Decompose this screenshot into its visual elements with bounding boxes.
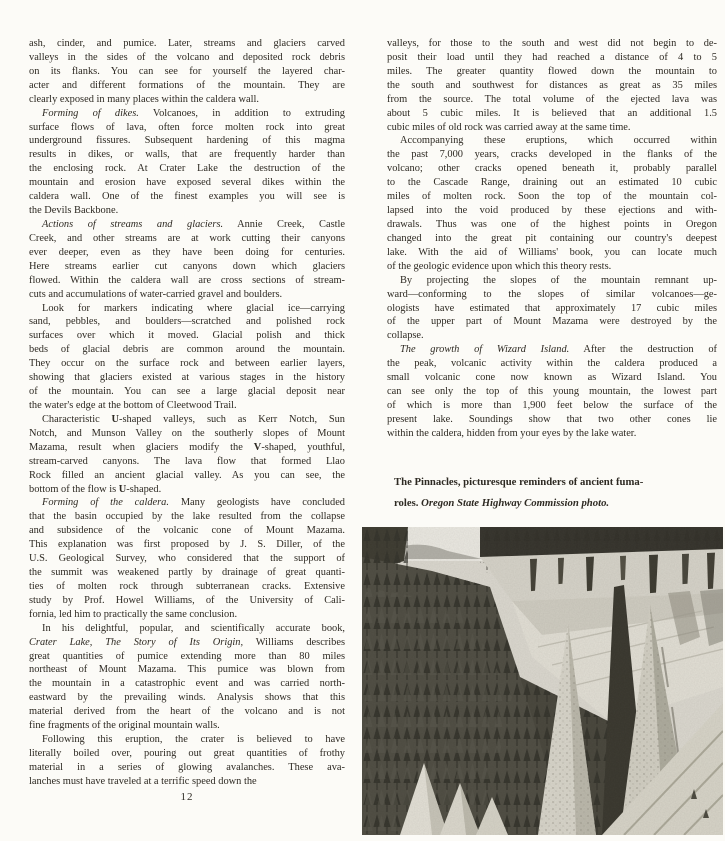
- text-segment: Characteristic: [42, 413, 112, 425]
- text-segment: changed into the great pit containing our country's deepest: [387, 232, 717, 244]
- text-line: [29, 622, 345, 636]
- text-line: [387, 176, 717, 190]
- page-number: 12: [180, 791, 194, 803]
- text-line: [394, 493, 706, 514]
- text-segment: of the mountain. You can see a large glacial deposit near: [29, 386, 345, 398]
- text-segment: The growth of Wizard Island.: [400, 344, 570, 356]
- text-line: [387, 357, 717, 371]
- text-line: [29, 79, 345, 93]
- text-line: [29, 204, 345, 218]
- text-line: [29, 274, 345, 288]
- text-line: [29, 37, 345, 51]
- text-segment: lapsed into the void produced by these ejections and with-: [387, 205, 717, 217]
- text-line: [387, 107, 717, 121]
- text-segment: Forming of the caldera.: [42, 497, 169, 509]
- text-line: [29, 399, 345, 413]
- text-segment: small volcanic cone now known as Wizard Island. You: [387, 372, 717, 384]
- text-segment: miles of molten rock. Soon the top of the mountain col-: [387, 191, 717, 203]
- text-segment: posit their load until they had reached a distance of 4 to 5: [387, 51, 717, 63]
- text-line: [29, 594, 345, 608]
- text-line: [387, 148, 717, 162]
- text-line: [387, 288, 717, 302]
- text-segment: lake. With the aid of Williams' book, you can locate much: [387, 246, 717, 258]
- text-line: [387, 371, 717, 385]
- text-line: [29, 413, 345, 427]
- text-line: [387, 190, 717, 204]
- text-line: [387, 134, 717, 148]
- text-line: [29, 93, 345, 107]
- text-segment: results in dikes, or walls, that are frequently harder than: [29, 149, 345, 161]
- text-line: [29, 677, 345, 691]
- text-segment: of the upper part of Mount Mazama were destroyed by the: [387, 316, 717, 328]
- text-line: [387, 232, 717, 246]
- text-line: [29, 761, 345, 775]
- text-segment: material in a series of glowing avalanches. These ava-: [29, 761, 345, 773]
- text-segment: Many geologists have concluded: [168, 497, 345, 509]
- text-segment: Accompanying these eruptions, which occurred within: [400, 135, 717, 147]
- text-line: [387, 329, 717, 343]
- left-text-column: [29, 37, 345, 789]
- text-line: [29, 552, 345, 566]
- text-line: [29, 580, 345, 594]
- text-segment: of the geologic evidence upon which this theory rests.: [387, 260, 612, 272]
- text-segment: This explanation was first proposed by J. S. Diller, of the: [29, 539, 345, 551]
- text-segment: of which is more than 1,900 feet below the surface of the: [387, 399, 717, 411]
- text-segment: the summit was weakened partly by drainage of great quanti-: [29, 567, 345, 579]
- text-line: [29, 705, 345, 719]
- text-segment: and subsidence of the volcanic cone of Mount Mazama.: [29, 525, 345, 537]
- text-line: [29, 733, 345, 747]
- text-line: [29, 260, 345, 274]
- text-line: [29, 663, 345, 677]
- text-line: [29, 51, 345, 65]
- text-segment: Oregon State Highway Commission photo.: [421, 497, 610, 509]
- text-line: [29, 371, 345, 385]
- text-segment: miles. The greater quantity flowed down the mountain to: [387, 65, 717, 77]
- text-segment: After the destruction of: [569, 344, 717, 356]
- text-segment: mountain and erosion have exposed several dikes within the: [29, 177, 345, 189]
- text-segment: literally boiled over, pouring out great quantities of frothy: [29, 748, 345, 760]
- text-line: [29, 315, 345, 329]
- text-line: [29, 496, 345, 510]
- text-segment: surfaces over which it moved. Glacial polish and thick: [29, 330, 345, 342]
- text-line: [29, 427, 345, 441]
- pinnacles-photo: [362, 527, 723, 835]
- text-segment: Volcanoes, in addition to extruding: [138, 107, 345, 119]
- text-line: [29, 190, 345, 204]
- text-line: [387, 302, 717, 316]
- text-segment: -shaped.: [126, 483, 162, 495]
- text-line: [387, 51, 717, 65]
- text-segment: the water's edge at the bottom of Cleetwood Trail.: [29, 399, 237, 411]
- text-line: [387, 121, 717, 135]
- text-segment: beds of glacial debris are common around the mountain.: [29, 344, 345, 356]
- text-line: [387, 385, 717, 399]
- text-segment: on its flanks. You can see for yourself the layered char-: [29, 65, 345, 77]
- text-line: [29, 538, 345, 552]
- text-segment: By projecting the slopes of the mountain remnant up-: [400, 274, 717, 286]
- text-segment: ologists have estimated that approximately 17 cubic miles: [387, 302, 717, 314]
- text-line: [29, 302, 345, 316]
- text-line: [387, 399, 717, 413]
- text-line: [29, 218, 345, 232]
- text-line: [387, 218, 717, 232]
- text-line: [29, 288, 345, 302]
- text-line: [387, 343, 717, 357]
- text-line: [29, 148, 345, 162]
- text-segment: surface flows of lava, often force molten rock into great: [29, 121, 345, 133]
- text-line: [29, 121, 345, 135]
- text-segment: Crater Lake, The Story of Its Origin,: [29, 636, 244, 648]
- text-segment: cubic miles of old rock was carried away at the same time.: [387, 121, 631, 133]
- text-segment: can see only the top of this young mountain, the lowest part: [387, 386, 717, 398]
- text-segment: Look for markers indicating where glacial ice—carrying: [42, 302, 345, 314]
- text-segment: about 5 cubic miles. It is believed that an additional 1.5: [387, 107, 717, 119]
- text-segment: V: [253, 441, 262, 453]
- text-line: [387, 65, 717, 79]
- text-line: [29, 329, 345, 343]
- text-segment: valleys in the sides of the volcano and deposited rock debris: [29, 51, 345, 63]
- text-segment: present lake. Soundings show that two other cones lie: [387, 413, 717, 425]
- text-segment: bottom of the flow is: [29, 483, 119, 495]
- text-line: [29, 608, 345, 622]
- text-line: [29, 343, 345, 357]
- text-line: [29, 510, 345, 524]
- text-segment: They occur on the surface rock and between earlier layers,: [29, 358, 345, 370]
- text-segment: valleys, for those to the south and west did not begin to de-: [387, 38, 717, 49]
- text-line: [29, 775, 345, 789]
- text-segment: The Pinnacles, picturesque reminders of ancient fuma-: [394, 476, 644, 488]
- text-line: [29, 691, 345, 705]
- text-line: [387, 315, 717, 329]
- text-line: [29, 469, 345, 483]
- text-segment: material derived from the heart of the volcano and is not: [29, 706, 345, 718]
- text-segment: stream-carved canyons. The lava flow that formed Llao: [29, 455, 345, 467]
- text-segment: the past 7,000 years, cracks developed in the flanks of the: [387, 149, 717, 161]
- text-line: [387, 79, 717, 93]
- text-segment: ash, cinder, and pumice. Later, streams and glaciers carved: [29, 38, 345, 49]
- text-segment: fine fragments of the original mountain walls.: [29, 720, 220, 732]
- text-line: [29, 636, 345, 650]
- text-segment: Following this eruption, the crater is believed to have: [42, 734, 345, 746]
- text-segment: great quantities of pumice extending more than 80 miles: [29, 650, 345, 662]
- text-line: [387, 260, 717, 274]
- text-segment: within the caldera, hidden from your eyes by the lake water.: [387, 427, 637, 439]
- text-line: [29, 650, 345, 664]
- text-segment: Mazama, result when glaciers modify the: [29, 441, 254, 453]
- text-segment: underground fissures. Subsequent hardening of this magma: [29, 135, 345, 147]
- text-segment: northeast of Mount Mazama. This pumice was blown from: [29, 664, 345, 676]
- text-segment: study by Prof. Howel Williams, of the University of Cali-: [29, 594, 345, 606]
- text-segment: Here streams earlier cut canyons down which glaciers: [29, 260, 345, 272]
- text-segment: Creek, and other streams are at work cutting their canyons: [29, 232, 345, 244]
- text-line: [29, 134, 345, 148]
- text-segment: In his delightful, popular, and scientifically accurate book,: [42, 622, 345, 634]
- text-line: [29, 232, 345, 246]
- text-segment: sand, pebbles, and boulders—scratched and polished rock: [29, 316, 345, 328]
- text-line: [387, 246, 717, 260]
- text-segment: volcano; other cracks opened beneath it, probably parallel: [387, 163, 717, 175]
- text-line: [29, 483, 345, 497]
- text-segment: the peak, volcanic activity within the caldera produced a: [387, 358, 717, 370]
- text-segment: ties of molten rock through subterranean cracks. Extensive: [29, 580, 345, 592]
- text-line: [394, 472, 706, 493]
- text-line: [29, 357, 345, 371]
- text-segment: -shaped valleys, such as Kerr Notch, Sun: [119, 413, 346, 425]
- text-line: [387, 413, 717, 427]
- text-segment: cuts and accumulations of water-carried gravel and boulders.: [29, 288, 283, 300]
- text-segment: fornia, led him to practically the same conclusion.: [29, 608, 238, 620]
- text-line: [29, 441, 345, 455]
- text-segment: Williams describes: [243, 636, 345, 648]
- right-text-column: [387, 37, 717, 441]
- text-segment: lanches must have traveled at a terrific speed down the: [29, 775, 257, 787]
- text-segment: the enclosing rock. At Crater Lake the destruction of the: [29, 163, 345, 175]
- text-line: [29, 385, 345, 399]
- text-segment: drawals. Thus was one of the highest points in Oregon: [387, 218, 717, 230]
- text-segment: eastward by the prevailing winds. Analysis shows that this: [29, 692, 345, 704]
- text-segment: caldera wall. One of the finest examples you will see is: [29, 191, 345, 203]
- text-segment: acter and different formations of the mountain. They are: [29, 79, 345, 91]
- text-segment: that the basin occupied by the lake resulted from the collapse: [29, 511, 345, 523]
- text-line: [29, 524, 345, 538]
- text-segment: roles.: [394, 497, 422, 509]
- text-segment: ward—conforming to the slopes of similar volcanoes—ge-: [387, 288, 717, 300]
- text-segment: U: [111, 413, 120, 425]
- photo-caption: [394, 472, 706, 514]
- text-segment: clearly exposed in many places within the caldera wall.: [29, 93, 259, 105]
- text-segment: flowed. Within the caldera wall are cross sections of stream-: [29, 274, 345, 286]
- text-line: [387, 93, 717, 107]
- text-line: [387, 204, 717, 218]
- text-segment: the south and southwest for distances as great as 35 miles: [387, 79, 717, 91]
- text-line: [29, 719, 345, 733]
- text-line: [29, 566, 345, 580]
- text-line: [387, 274, 717, 288]
- text-segment: collapse.: [387, 330, 424, 342]
- text-line: [387, 37, 717, 51]
- text-segment: Rock filled an ancient glacial valley. As you can see, the: [29, 469, 345, 481]
- text-segment: the Devils Backbone.: [29, 205, 119, 217]
- text-line: [29, 107, 345, 121]
- text-segment: U: [118, 483, 127, 495]
- text-segment: Annie Creek, Castle: [223, 218, 345, 230]
- pinnacles-photo-art: [362, 527, 723, 835]
- text-line: [29, 455, 345, 469]
- text-segment: Actions of streams and glaciers.: [42, 218, 224, 230]
- text-segment: the mountain in a catastrophic event and was carried north-: [29, 678, 345, 690]
- text-line: [387, 162, 717, 176]
- text-line: [29, 747, 345, 761]
- text-line: [29, 65, 345, 79]
- text-segment: ever deeper, even as they have been doing for centuries.: [29, 246, 345, 258]
- text-line: [29, 162, 345, 176]
- text-segment: U.S. Geological Survey, who considered that the support of: [29, 553, 345, 565]
- text-segment: showing that glaciers existed at various stages in the history: [29, 372, 345, 384]
- text-line: [29, 176, 345, 190]
- text-segment: from the source. The total volume of the ejected lava was: [387, 93, 717, 105]
- text-segment: to the Cascade Range, draining out an estimated 10 cubic: [387, 177, 717, 189]
- text-segment: Notch, and Munson Valley on the southerly slopes of Mount: [29, 427, 345, 439]
- text-line: [387, 427, 717, 441]
- text-line: [29, 246, 345, 260]
- text-segment: Forming of dikes.: [42, 107, 139, 119]
- text-segment: -shaped, youthful,: [261, 441, 345, 453]
